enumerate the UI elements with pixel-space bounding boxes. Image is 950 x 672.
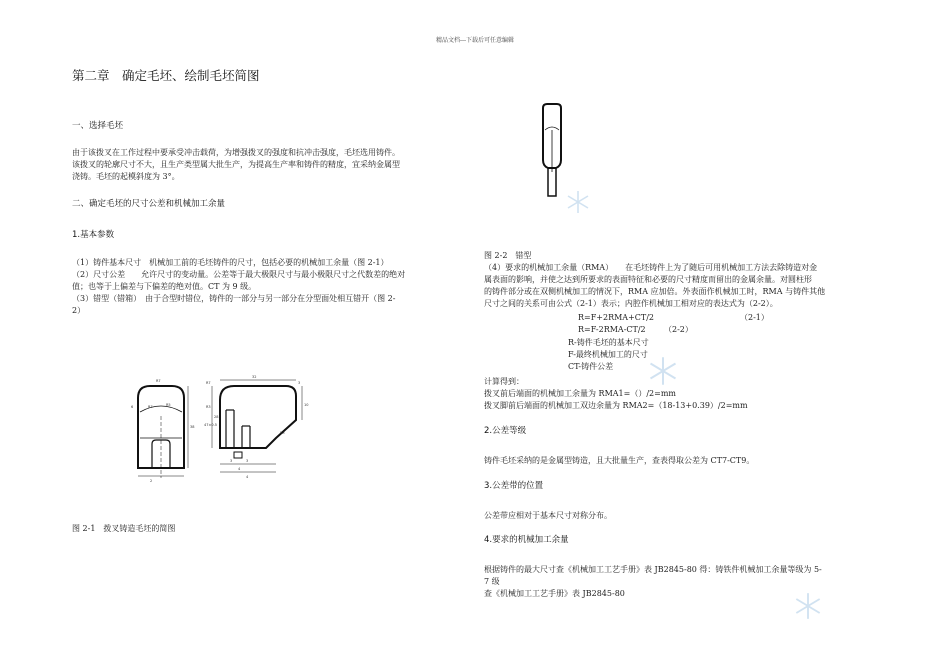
formula-2-1-number: （2-1） <box>740 313 769 322</box>
text-line: （4）要求的机械加工余量（RMA） 在毛坯铸件上为了随后可用机械加工方法去除铸造对金 <box>484 263 818 272</box>
dim-label: 32 <box>252 375 257 379</box>
text-line: 2） <box>72 306 86 315</box>
text-line: 由于该拨叉在工作过程中要承受冲击载荷，为增强拨叉的强度和抗冲击强度，毛坯选用铸件。 <box>72 148 400 157</box>
figure-2-1-caption: 图 2-1 拨叉铸造毛坯的简图 <box>72 524 176 533</box>
dim-label: 38 <box>190 425 195 429</box>
dim-label: R7 <box>206 381 211 385</box>
text-line: 值；也等于上偏差与下偏差的绝对值。CT 为 9 级。 <box>72 282 257 291</box>
subheading-tolerance-zone: 3.公差带的位置 <box>484 481 544 491</box>
snowflake-watermark-icon <box>648 356 678 386</box>
dim-label: R7 <box>156 379 161 383</box>
dim-label: 4 <box>238 467 241 471</box>
text-line: 根据铸件的最大尺寸查《机械加工工艺手册》表 JB2845-80 得：铸铁件机械加工余量等级为 5- <box>484 565 822 574</box>
text-line: 浇铸。毛坯的起模斜度为 3°。 <box>72 172 180 181</box>
formula-2-2: R=F-2RMA-CT/2 <box>578 325 646 334</box>
snowflake-watermark-icon <box>566 190 590 214</box>
formula-2-1: R=F+2RMA+CT/2 <box>578 313 655 322</box>
tolerance-grade-text: 铸件毛坯采纳的是金属型铸造，且大批量生产，查表得取公差为 CT7-CT9。 <box>484 456 755 465</box>
text-line: 的铸件部分或在双侧机械加工的情况下，RMA 应加倍。外表面作机械加工时，RMA 与铸件其他 <box>484 287 826 296</box>
dim-label: R5 <box>166 403 171 407</box>
text-line: 计算得到： <box>484 377 524 386</box>
text-line: 拨叉脚前后端面的机械加工双边余量为 RMA2=（18-13+0.39）/2=mm <box>484 401 748 410</box>
text-line: 查《机械加工工艺手册》表 JB2845-80 <box>484 589 625 598</box>
text-line: 7 级 <box>484 577 500 586</box>
dim-label: 3 <box>246 459 249 463</box>
dim-label: 47±0.5 <box>204 423 217 427</box>
basic-params-list <box>72 257 472 317</box>
select-blank-paragraph <box>72 147 472 183</box>
rma-paragraph <box>484 262 884 310</box>
text-line: F-最终机械加工的尺寸 <box>568 350 648 359</box>
text-line: CT-铸件公差 <box>568 362 614 371</box>
section-heading-select-blank: 一、选择毛坯 <box>72 121 124 131</box>
chapter-title: 第二章 确定毛坯、绘制毛坯简图 <box>72 68 260 83</box>
machining-allowance-text <box>484 564 884 600</box>
dim-label: R7 <box>148 405 153 409</box>
dim-label: 3 <box>230 459 233 463</box>
subheading-machining-allowance: 4.要求的机械加工余量 <box>484 535 569 545</box>
figure-2-2-drawing <box>536 100 576 204</box>
text-line: （3）错型（错箱） 由于合型时错位，铸件的一部分与另一部分在分型面处相互错开（图 2- <box>72 294 396 303</box>
tolerance-zone-text: 公差带应相对于基本尺寸对称分布。 <box>484 511 612 520</box>
page-header: 精品文档---下载后可任意编辑 <box>435 37 515 44</box>
dim-label: 2 <box>150 479 153 483</box>
text-line: 该拨叉的轮廓尺寸不大，且生产类型属大批生产，为提高生产率和铸件的精度，宜采纳金属型 <box>72 160 400 169</box>
text-line: 拨叉前后端面的机械加工余量为 RMA1=（）/2=mm <box>484 389 676 398</box>
symbol-definitions <box>568 337 649 373</box>
text-line: 尺寸之间的关系可由公式（2-1）表示；内腔作机械加工相对应的表达式为（2-2）。 <box>484 299 778 308</box>
figure-2-1-drawing <box>126 368 326 483</box>
dim-label: 3 <box>298 381 301 385</box>
dim-label: 28 <box>214 415 219 419</box>
text-line: （2）尺寸公差 允许尺寸的变动量。公差等于最大极限尺寸与最小极限尺寸之代数差的绝对 <box>72 270 406 279</box>
dim-label: R3 <box>206 405 211 409</box>
text-line: （1）铸件基本尺寸 机械加工前的毛坯铸件的尺寸，包括必要的机械加工余量（图 2-1） <box>72 258 389 267</box>
dim-label: R3 <box>280 431 285 435</box>
calculation-results <box>484 376 884 412</box>
text-line: 属表面的影响，并使之达到所要求的表面特征和必要的尺寸精度而留出的金属余量。对圆柱形 <box>484 275 812 284</box>
subheading-tolerance-grade: 2.公差等级 <box>484 426 527 436</box>
figure-2-2-caption: 图 2-2 错型 <box>484 251 532 260</box>
dim-label: 10 <box>304 403 309 407</box>
text-line: R-铸件毛坯的基本尺寸 <box>568 338 649 347</box>
subheading-basic-params: 1.基本参数 <box>72 230 115 240</box>
formula-2-2-number: （2-2） <box>664 325 693 334</box>
section-heading-tolerance: 二、确定毛坯的尺寸公差和机械加工余量 <box>72 199 226 209</box>
dim-label: 6 <box>131 405 134 409</box>
dim-label: 4 <box>246 475 249 479</box>
snowflake-watermark-icon <box>794 592 822 620</box>
